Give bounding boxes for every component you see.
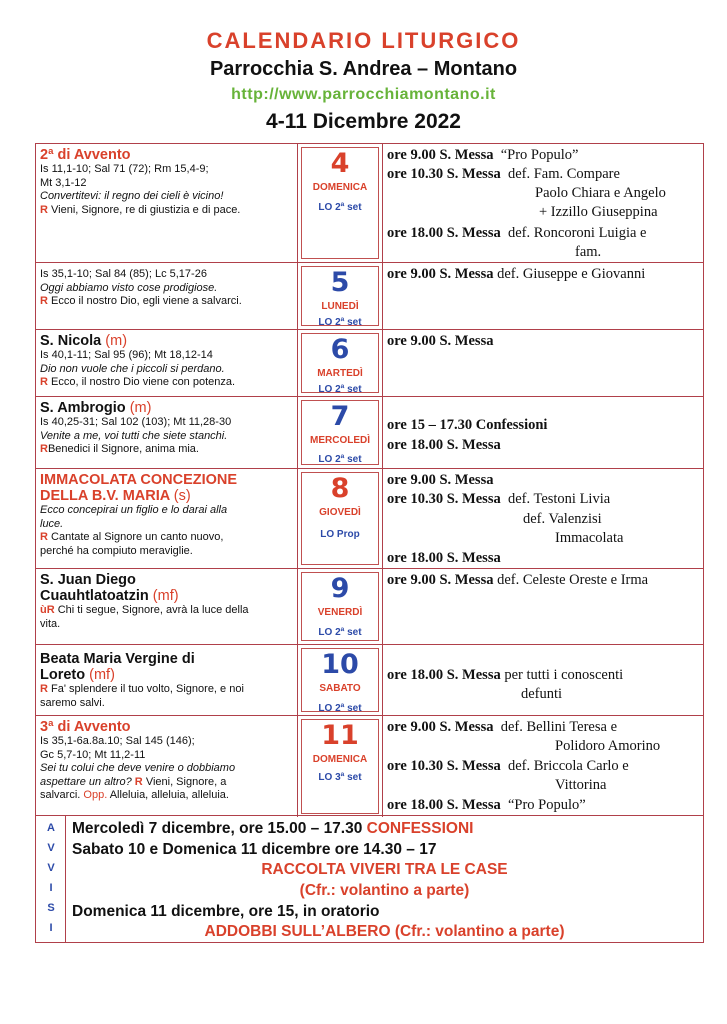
- day-row-5: [36, 263, 703, 330]
- day-number: 7: [330, 401, 350, 432]
- masses-cell: ore 18.00 S. Messa per tutti i conoscenti defunti: [387, 667, 624, 702]
- feast-name: Cuauhtlatoatzin (mf): [40, 588, 179, 604]
- readings: Is 11,1-10; Sal 71 (72); Rm 15,4-9;: [40, 163, 209, 175]
- psalm-response: RBenedici il Signore, anima mia.: [40, 443, 199, 455]
- readings: Is 35,1-6a.8a.10; Sal 145 (146);: [40, 735, 195, 747]
- feast-name: S. Ambrogio (m): [40, 400, 152, 416]
- feast-name: Beata Maria Vergine di: [40, 651, 195, 667]
- liturgy-cell: [36, 397, 298, 468]
- notices-body: [66, 816, 703, 942]
- antiphon: Sei tu colui che deve venire o dobbiamo: [40, 762, 236, 774]
- calendar-title: CALENDARIO LITURGICO: [206, 28, 521, 53]
- day-cell: [298, 645, 383, 715]
- notices-box: [35, 816, 704, 943]
- parish-name: Parrocchia S. Andrea – Montano: [209, 58, 518, 80]
- day-name: MERCOLEDÌ: [310, 435, 370, 446]
- liturgy-cell: [36, 144, 298, 262]
- liturgy-hours: LO 2ª set: [318, 703, 362, 714]
- antiphon: luce.: [40, 517, 64, 530]
- antiphon: Oggi abbiamo visto cose prodigiose.: [40, 281, 218, 294]
- liturgy-hours: LO 2ª set: [318, 454, 362, 465]
- day-cell: [298, 397, 383, 468]
- psalm-response: salvarci. Opp. Alleluia, alleluia, alleluia.: [40, 789, 229, 801]
- psalm-response: perché ha compiuto meraviglie.: [40, 544, 193, 557]
- day-number: 6: [330, 334, 350, 365]
- day-cell: [298, 263, 383, 329]
- feast-name: S. Juan Diego: [40, 572, 136, 588]
- liturgy-hours: LO Prop: [320, 529, 360, 540]
- day-number: 8: [330, 473, 350, 504]
- psalm-response: R Vieni, Signore, re di giustizia e di pace.: [40, 203, 241, 216]
- day-row-9: [36, 569, 703, 645]
- parish-website-link[interactable]: http://www.parrocchiamontano.it: [231, 86, 496, 103]
- day-name: VENERDÌ: [317, 607, 363, 618]
- liturgy-hours: LO 2ª set: [318, 317, 362, 328]
- notice-line: RACCOLTA VIVERI TRA LE CASE: [261, 861, 508, 878]
- liturgy-cell: [36, 645, 298, 715]
- psalm-response: R Ecco, il nostro Dio viene con potenza.: [40, 376, 236, 388]
- psalm-response: R Cantate al Signore un canto nuovo,: [40, 531, 224, 543]
- date-range: 4-11 Dicembre 2022: [266, 110, 461, 133]
- day-cell: [298, 716, 383, 817]
- liturgy-hours: LO 3ª set: [318, 772, 362, 783]
- day-number: 9: [330, 573, 350, 604]
- day-number: 11: [321, 720, 359, 751]
- feast-name: IMMACOLATA CONCEZIONE: [40, 472, 238, 488]
- antiphon: Convertitevi: il regno dei cieli è vicino!: [40, 190, 224, 202]
- liturgy-cell: [36, 716, 298, 817]
- liturgy-cell: [36, 263, 298, 329]
- notice-line: Mercoledì 7 dicembre, ore 15.00 – 17.30 CONFESSIONI: [72, 820, 474, 837]
- day-name: DOMENICA: [312, 754, 368, 765]
- notice-line: Sabato 10 e Domenica 11 dicembre ore 14.30 – 17: [72, 841, 437, 858]
- readings: Mt 3,1-12: [40, 176, 87, 189]
- day-cell: [298, 144, 383, 262]
- day-cell: [298, 330, 383, 396]
- readings: Is 40,1-11; Sal 95 (96); Mt 18,12-14: [40, 349, 213, 361]
- notice-line: (Cfr.: volantino a parte): [299, 882, 470, 899]
- masses-cell: ore 9.00 S. Messa def. Giuseppe e Giovanni: [387, 266, 646, 282]
- masses-cell: ore 9.00 S. Messa def. Bellini Teresa e Polidoro Amorino ore 10.30 S. Messa def. Briccola Carlo e Vittorina ore 18.00 S. Messa “Pro Populo”: [387, 719, 661, 813]
- readings: Gc 5,7-10; Mt 11,2-11: [40, 748, 146, 761]
- calendar-table: [35, 143, 704, 816]
- masses-cell: ore 9.00 S. Messa def. Celeste Oreste e Irma: [387, 572, 649, 588]
- day-row-8: [36, 469, 703, 569]
- feast-name: DELLA B.V. MARIA (s): [40, 488, 191, 504]
- antiphon: Ecco concepirai un figlio e lo darai alla: [40, 504, 228, 516]
- feast-name: 2ª di Avvento: [40, 147, 131, 163]
- feast-name: 3ª di Avvento: [40, 719, 131, 735]
- masses-cell: ore 9.00 S. Messa: [387, 333, 494, 349]
- liturgy-hours: LO 2ª set: [318, 384, 362, 395]
- liturgy-hours: LO 2ª set: [318, 202, 362, 213]
- readings: Is 35,1-10; Sal 84 (85); Lc 5,17-26: [40, 268, 207, 280]
- feast-name: S. Nicola (m): [40, 333, 128, 349]
- psalm-response: R Fa' splendere il tuo volto, Signore, e noi: [40, 683, 244, 695]
- day-name: DOMENICA: [312, 182, 368, 193]
- feast-name: Loreto (mf): [40, 667, 115, 683]
- day-number: 4: [330, 148, 350, 179]
- antiphon: Venite a me, voi tutti che siete stanchi.: [40, 429, 228, 442]
- day-name: SABATO: [319, 683, 361, 694]
- day-number: 5: [330, 267, 350, 298]
- liturgy-cell: [36, 569, 298, 644]
- day-row-10: [36, 645, 703, 716]
- day-name: LUNEDÌ: [321, 301, 359, 312]
- day-cell: [298, 569, 383, 644]
- day-name: GIOVEDÌ: [319, 507, 361, 518]
- day-cell: [298, 469, 383, 568]
- psalm-response: vita.: [40, 617, 61, 630]
- readings: Is 40,25-31; Sal 102 (103); Mt 11,28-30: [40, 416, 232, 428]
- masses-cell: ore 9.00 S. Messa “Pro Populo” ore 10.30 S. Messa def. Fam. Compare Paolo Chiara e Angelo + Izzillo Giuseppina ore 18.00 S. Messa def. Roncoroni Luigia e fam.: [387, 147, 666, 260]
- liturgy-cell: [36, 469, 298, 568]
- notices-side-label: A V V I S I: [36, 816, 66, 942]
- masses-cell: ore 15 – 17.30 Confessioni ore 18.00 S. Messa: [387, 417, 548, 453]
- psalm-response: saremo salvi.: [40, 696, 105, 709]
- day-number: 10: [321, 649, 359, 680]
- psalm-response: ùR Chi ti segue, Signore, avrà la luce della: [40, 604, 249, 616]
- notice-line: Domenica 11 dicembre, ore 15, in oratorio: [72, 903, 380, 920]
- psalm-response: R Ecco il nostro Dio, egli viene a salvarci.: [40, 295, 242, 307]
- psalm-response: aspettare un altro? R Vieni, Signore, a: [40, 775, 227, 788]
- day-row-11: [36, 716, 703, 817]
- day-row-7: [36, 397, 703, 469]
- day-row-4: [36, 144, 703, 263]
- liturgy-cell: [36, 330, 298, 396]
- day-name: MARTEDÌ: [317, 368, 363, 379]
- liturgy-hours: LO 2ª set: [318, 627, 362, 638]
- antiphon: Dio non vuole che i piccoli si perdano.: [40, 362, 225, 375]
- notice-line: ADDOBBI SULL’ALBERO (Cfr.: volantino a parte): [204, 923, 565, 940]
- masses-cell: ore 9.00 S. Messa ore 10.30 S. Messa def. Testoni Livia def. Valenzisi Immacolata ore 18.00 S. Messa: [387, 472, 624, 566]
- day-row-6: [36, 330, 703, 397]
